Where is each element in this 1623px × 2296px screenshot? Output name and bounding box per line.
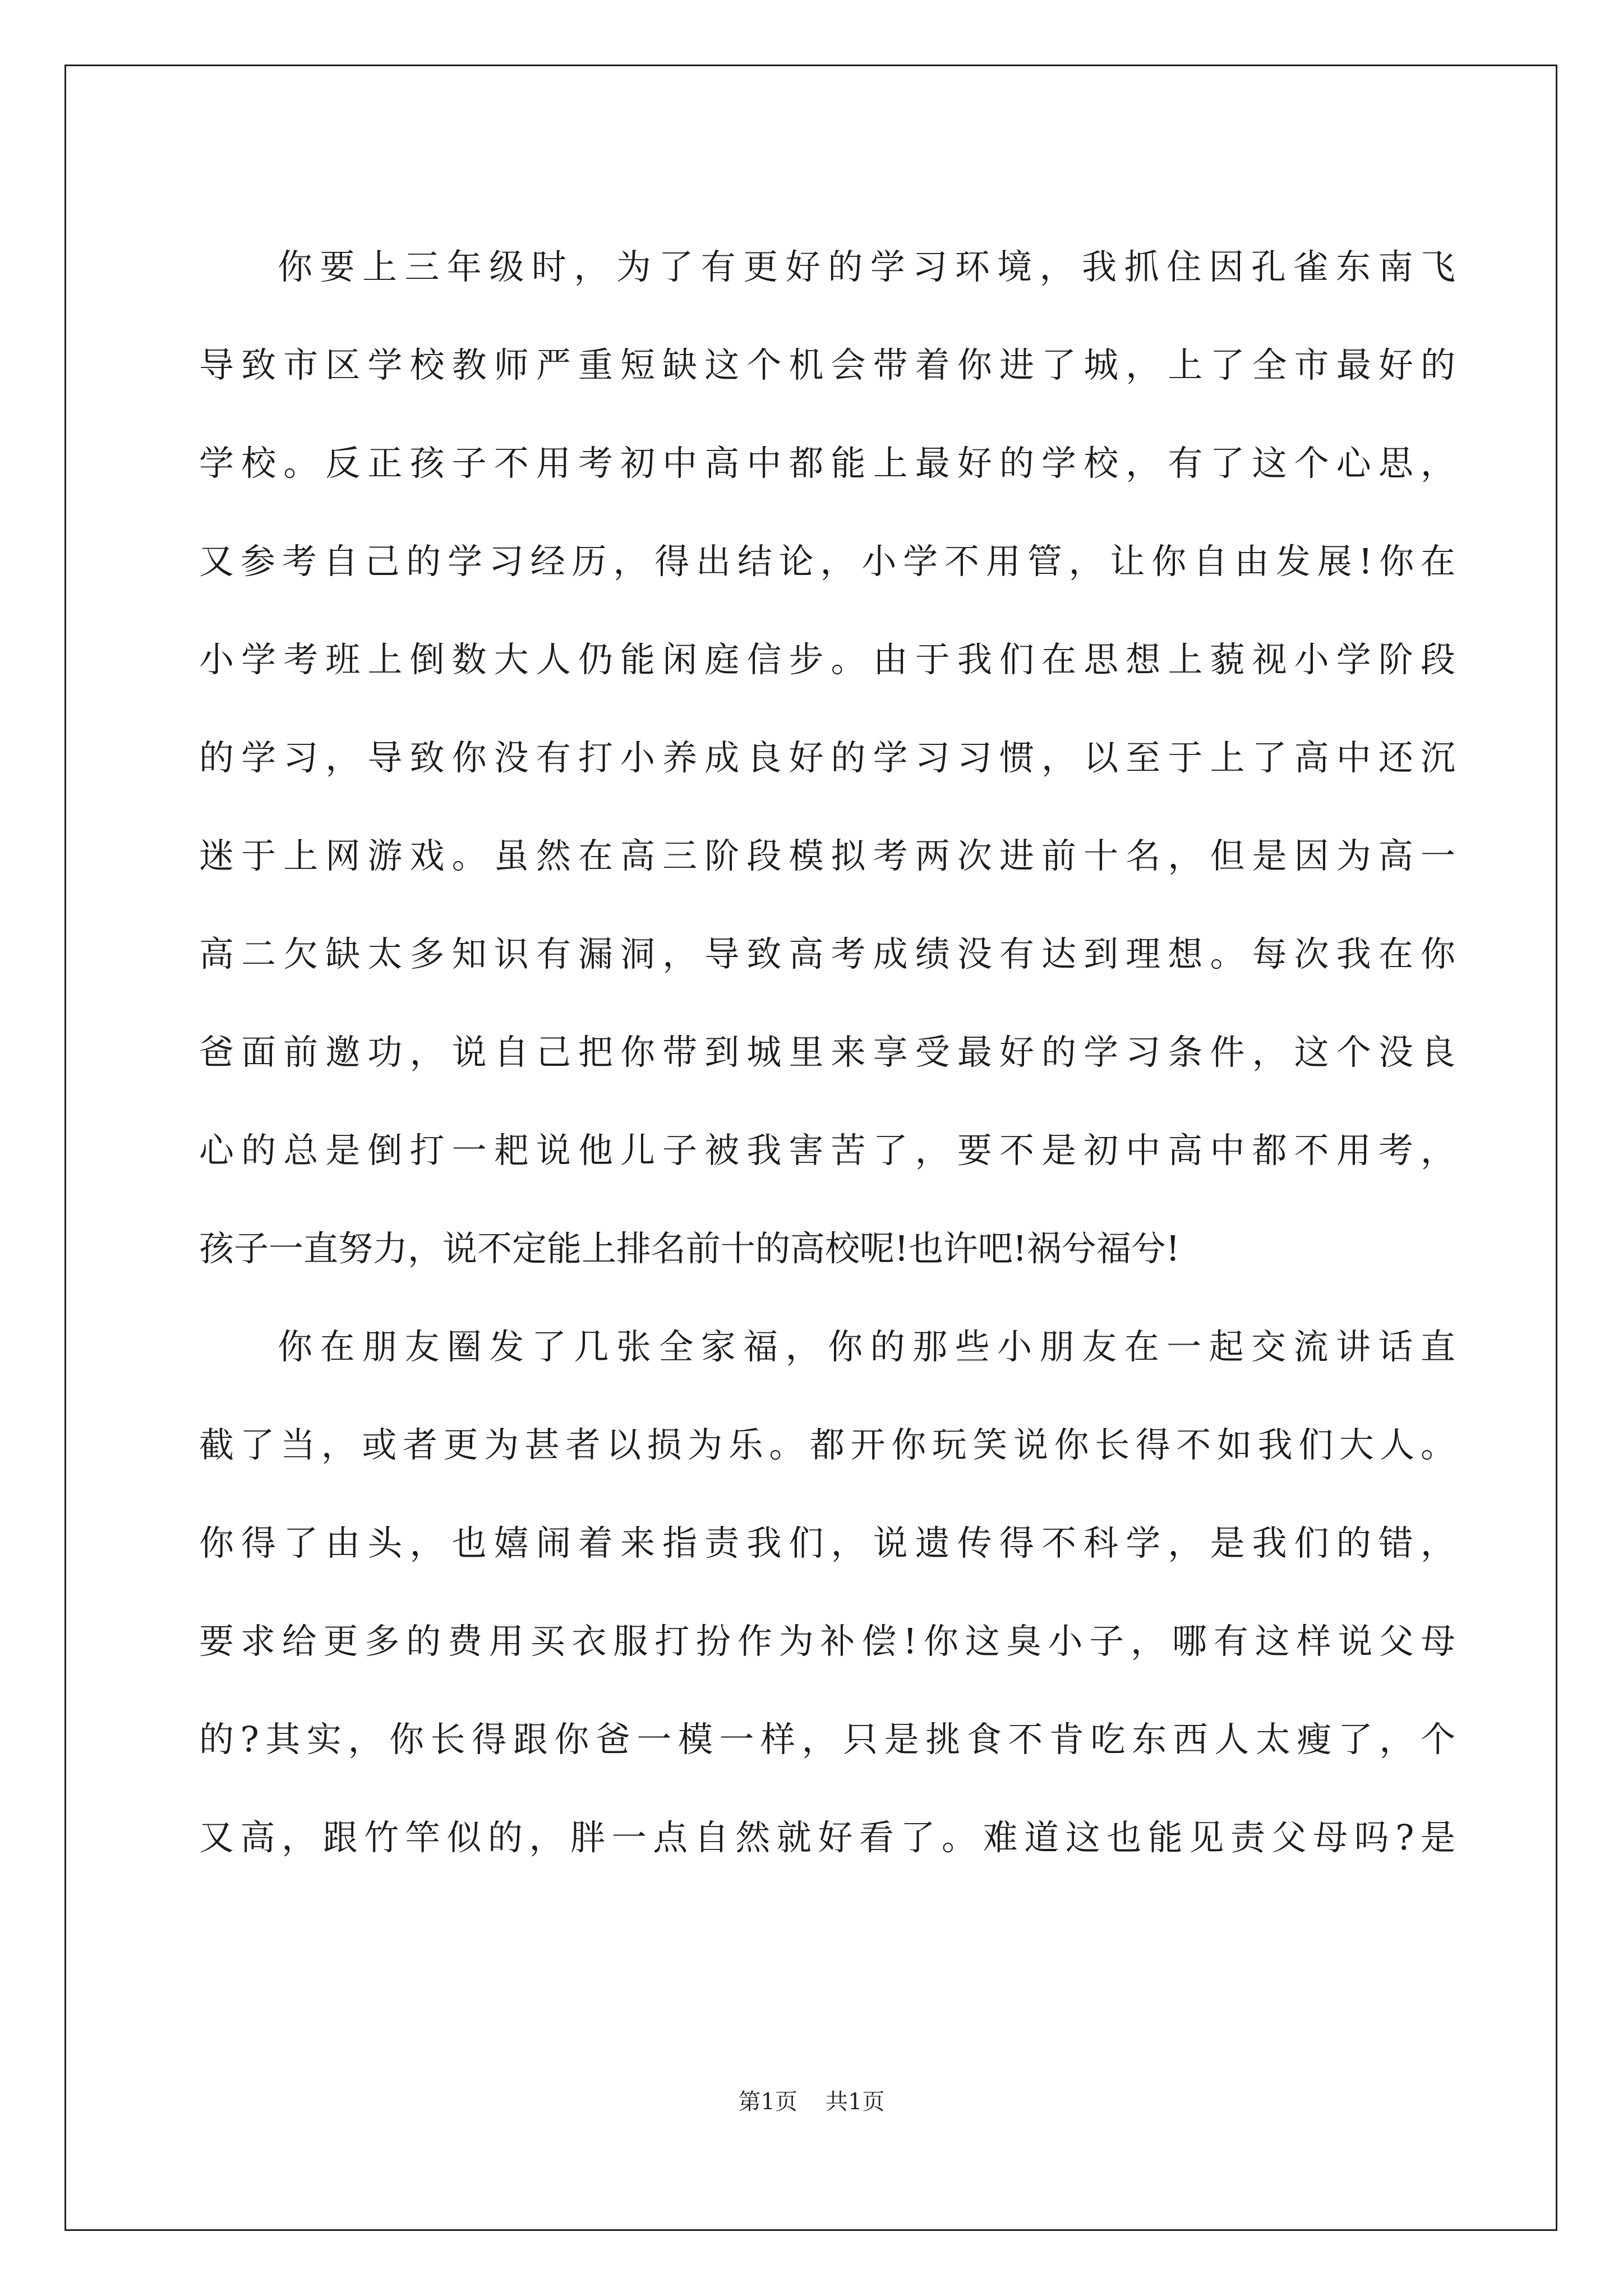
page-total: 共1页 [826, 2089, 885, 2115]
text-line: 你得了由头，也嬉闹着来指责我们，说遗传得不科学，是我们的错， [199, 1522, 1455, 1563]
text-line: 又高，跟竹竿似的，胖一点自然就好看了。难道这也能见责父母吗?是 [199, 1817, 1455, 1858]
text-line: 孩子一直努力，说不定能上排名前十的高校呢!也许吧!祸兮福兮! [199, 1228, 1180, 1269]
text-line: 小学考班上倒数大人仍能闲庭信步。由于我们在思想上藐视小学阶段 [199, 639, 1455, 680]
text-line: 爸面前邀功，说自己把你带到城里来享受最好的学习条件，这个没良 [199, 1032, 1455, 1073]
text-line: 导致市区学校教师严重短缺这个机会带着你进了城，上了全市最好的 [199, 344, 1455, 385]
text-line: 的?其实，你长得跟你爸一模一样，只是挑食不肯吃东西人太瘦了，个 [199, 1719, 1455, 1760]
document-body [199, 218, 1455, 1887]
page-number: 第1页 [738, 2089, 797, 2115]
text-line: 高二欠缺太多知识有漏洞，导致高考成绩没有达到理想。每次我在你 [199, 933, 1455, 974]
text-line: 迷于上网游戏。虽然在高三阶段模拟考两次进前十名，但是因为高一 [199, 835, 1455, 876]
text-line: 心的总是倒打一耙说他儿子被我害苦了，要不是初中高中都不用考， [199, 1130, 1455, 1171]
text-line: 学校。反正孩子不用考初中高中都能上最好的学校，有了这个心思， [199, 443, 1455, 484]
page-footer [0, 2085, 1623, 2119]
text-line: 截了当，或者更为甚者以损为乐。都开你玩笑说你长得不如我们大人。 [199, 1424, 1455, 1465]
text-line: 你要上三年级时，为了有更好的学习环境，我抓住因孔雀东南飞 [278, 246, 1455, 287]
text-line: 要求给更多的费用买衣服打扮作为补偿!你这臭小子，哪有这样说父母 [199, 1621, 1455, 1662]
text-line: 的学习，导致你没有打小养成良好的学习习惯，以至于上了高中还沉 [199, 737, 1455, 778]
text-line: 你在朋友圈发了几张全家福，你的那些小朋友在一起交流讲话直 [278, 1326, 1455, 1367]
text-line: 又参考自己的学习经历，得出结论，小学不用管，让你自由发展!你在 [199, 541, 1455, 582]
